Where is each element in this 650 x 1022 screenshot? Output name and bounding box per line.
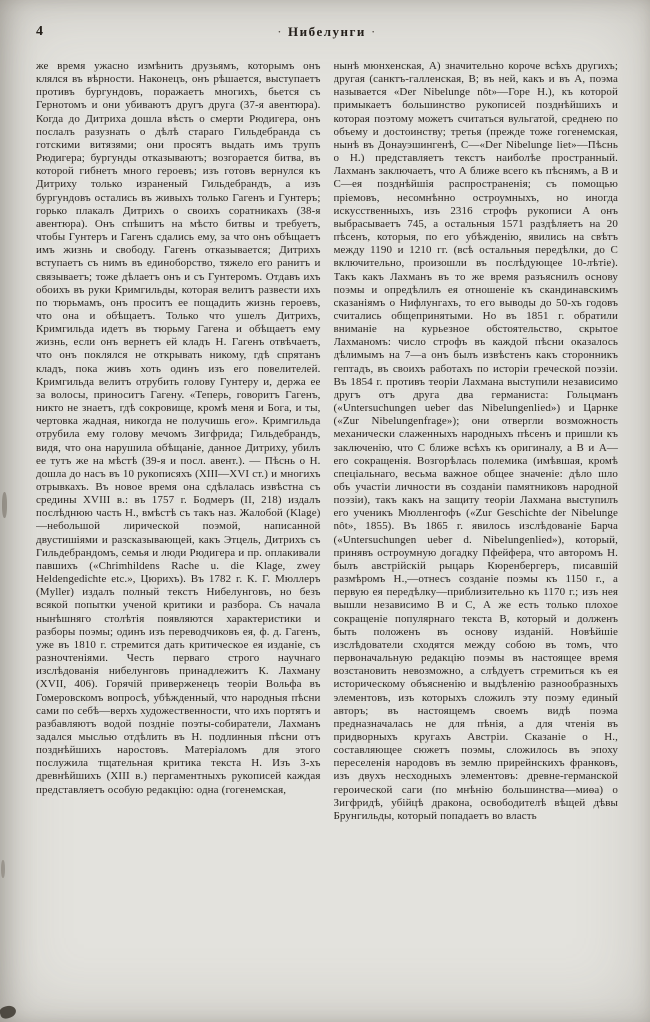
running-title: · Нибелунги · [36, 24, 618, 40]
text-column-left: же время ужасно измѣнить друзьямъ, которымъ онъ клялся въ вѣрности. Наконецъ, онъ рѣшается, выступаетъ противъ бургундовъ, поражаетъ многихъ, бьется съ Гернотомъ и они убиваютъ другъ друга (37-я авентюра). Когда до Дитриха дошла вѣсть о смерти Рюдигера, онъ послалъ разузнать о дѣлѣ стараго Гильдебранда съ готскими витязями; они просятъ выдать имъ трупъ Рюдигера; бургунды отказываютъ; возгорается битва, въ которой гибнетъ много героевъ; изъ готовъ вернулся къ Дитриху только израненый Гильдебрандъ, а изъ бургундовъ остались въ живыхъ только Гагенъ и Гунтеръ; горько плакалъ Дитрихъ о своихъ соратникахъ (38-я авентюра). Онъ спѣшитъ на мѣсто битвы и требуетъ, чтобы Гунтеръ и Гагенъ сдались ему, за что онъ обѣщаетъ имъ жизнь и свободу. Гагенъ отказывается; Дитрихъ вступаетъ съ нимъ въ единоборство, тяжело его ранитъ и связываетъ; тоже дѣлаетъ онъ и съ Гунтеромъ. Отдавъ ихъ обоихъ въ руки Кримгильды, которая велитъ развести ихъ по тюрьмамъ, онъ проситъ ее пощадить жизнь героевъ, что она и обѣщаетъ. Только что ушелъ Дитрихъ, Кримгильда идетъ въ тюрьму Гагена и обѣщаетъ ему жизнь, если онъ вернетъ ей кладъ Н. Гагенъ отвѣчаетъ, что онъ поклялся не открывать никому, гдѣ спрятанъ кладъ, пока живъ хоть одинъ изъ его повелителей. Кримгильда велитъ отрубить голову Гунтеру и, держа ее за волосы, приноситъ Гагену. «Теперь, говоритъ Гагенъ, никто не знаетъ, гдѣ сокровище, кромѣ меня и Бога, и ты, чертовка жадная, никогда не получишь его». Кримгильда отрубила ему голову мечомъ Зигфрида; Гильдебрандъ, видя, что она нарушила обѣщаніе, данное Дитриху, убилъ ее тутъ же на мѣстѣ (39-я и посл. авент.). — Пѣснь о Н. дошла до насъ въ 10 рукописяхъ (XIII—XVI ст.) и многихъ отрывкахъ. Въ новое время она сдѣлалась извѣстна съ средины XVIII в.: въ 1757 г. Бодмеръ (II, 218) издалъ послѣднюю часть Н., вмѣстѣ съ такъ наз. Жалобой (Klage)—небольшой лирической поэмой, написанной двустишіями и разсказывающей, какъ Этцель, Дитрихъ съ Гильдебрандомъ, семья и люди Рюдигера и пр. оплакивали павшихъ («Chrimhildens Rache u. die Klage, zwey Heldengedichte etc.», Цюрихъ). Въ 1782 г. К. Г. Мюллеръ (Myller) издалъ полный текстъ Нибелунговъ, но безъ всякой попытки ученой критики и разбора. Съ начала нынѣшняго столѣтія появляются характеристики и разборы поэмы; одинъ изъ переводчиковъ ея, ф. д. Гагенъ, уже въ 1810 г. стремится дать критическое ея изданіе, съ разночтеніями. Честь перваго строго научнаго изслѣдованія нибелунговъ принадлежитъ К. Лахману (XVII, 406). Горячій приверженецъ теоріи Вольфа въ Гомеровскомъ вопросѣ, убѣжденный, что народныя пѣсни сами по себѣ—верхъ художественности, что ихъ портятъ и разбавляютъ водой поздніе поэты-собиратели, Лахманъ задался мыслью отдѣлить въ Н. подлинныя пѣсни отъ позднѣйшихъ наростовъ. Матеріаломъ для этого послужила тщательная критика текста Н. Изъ 3-хъ древнѣйшихъ (XIII в.) пергаментныхъ рукописей каждая представляетъ особую редакцію: одна (гогенемская, [36, 60, 321, 796]
page-number: 4 [36, 24, 44, 39]
running-header [36, 24, 618, 42]
scan-smudge-artifact [0, 1004, 17, 1020]
scan-speck-artifact [2, 492, 7, 518]
scan-speck-artifact [1, 860, 5, 878]
two-column-text-block [36, 60, 618, 1010]
text-column-right: нынѣ мюнхенская, А) значительно короче всѣхъ другихъ; другая (санктъ-галленская, В; въ ней, какъ и въ А, поэма называется «Der Nibelunge nôt»—Горе Н.), къ которой примыкаетъ большинство рукописей позднѣйшихъ и которая поэтому можетъ считаться вульгатой, среднею по объему и достоинству; третья (прежде тоже гогенемская, нынѣ въ Донауэшингенѣ, С—«Der Nibelunge liet»—Пѣснь о Н.) представляетъ текстъ наиболѣе пространный. Лахманъ заключаетъ, что А ближе всего къ пѣснямъ, а В и С—ея позднѣйшія распространенія; съ помощью пріемовъ, несомнѣнно остроумныхъ, но иногда искусственныхъ, изъ 2316 строфъ рукописи А онъ выбрасываетъ 745, а остальныя 1571 раздѣляетъ на 20 пѣсенъ, которыя, по его убѣжденію, явились на свѣтъ между 1190 и 1210 гг. (всѣ остальныя передѣлки, до С включительно, произошли въ послѣдующее 10-лѣтіе). Такъ какъ Лахманъ въ то же время разъяснилъ основу поэмы и опредѣлилъ ея отношеніе къ скандинавскимъ сказаніямъ о Нифлунгахъ, то его выводы до 50-хъ годовъ считались общепринятыми. Но въ 1851 г. обратили вниманіе на курьезное обстоятельство, скрытое Лахманомъ: число строфъ въ каждой пѣсни оказалось дѣлимымъ на 7—а онъ былъ извѣстенъ какъ сторонникъ гептадъ, въ своихъ работахъ по исторіи греческой поэзіи. Въ 1854 г. противъ теоріи Лахмана выступили независимо другъ отъ друга два германиста: Гольцманъ («Untersuchungen ueber das Nibelungenlied») и Царнке («Zur Nibelungenfrage»); они отвергли возможность механически слаженныхъ народныхъ пѣсенъ и пришли къ заключенію, что С ближе всѣхъ къ оригиналу, а В и А—его сокращенія. Возгорѣлась полемика (имѣвшая, кромѣ спеціальнаго, весьма важное общее значеніе: дѣло шло объ участіи личности въ созданіи памятниковъ народной поэзіи), такъ какъ на защиту теоріи Лахмана выступилъ его ученикъ Мюлленгофъ («Zur Geschichte der Nibelunge nôt», 1855). Въ 1865 г. явилось изслѣдованіе Барча («Untersuchungen ueber d. Nibelungenlied»), который, принявъ остроумную догадку Пфейфера, что авторомъ Н. былъ австрійскій рыцарь Кюренбергеръ, писавшій размѣромъ Н.,—отнесъ созданіе поэмы къ 1150 г., а первую ея передѣлку—приблизительно къ 1170 г.; изъ нея вышли независимо В и С, А же есть только плохое сокращеніе популярнаго текста В, который и долженъ быть положенъ въ основу изданій. Новѣйшіе изслѣдователи сходятся между собою въ томъ, что первоначальную редакцію поэмы въ настоящее время возстановить невозможно, а слѣдуетъ стремиться къ ея историческому объясненію и выдѣленію разнообразныхъ элементовъ, изъ которыхъ сложилъ эту поэму единый авторъ; въ настоящемъ своемъ видѣ поэма предназначалась не для пѣнія, а для чтенія въ придворныхъ кругахъ Австріи. Сказаніе о Н., составляющее сюжетъ поэмы, сложилось въ эпоху переселенія народовъ въ землю прирейнскихъ франковъ, изъ двухъ несходныхъ элементовъ: древне-германской героической саги (по мнѣнію большинства—миѳа) о Зигфридѣ, убійцѣ дракона, освободителѣ вѣщей дѣвы Брунгильды, который попадаетъ во власть [333, 60, 618, 822]
